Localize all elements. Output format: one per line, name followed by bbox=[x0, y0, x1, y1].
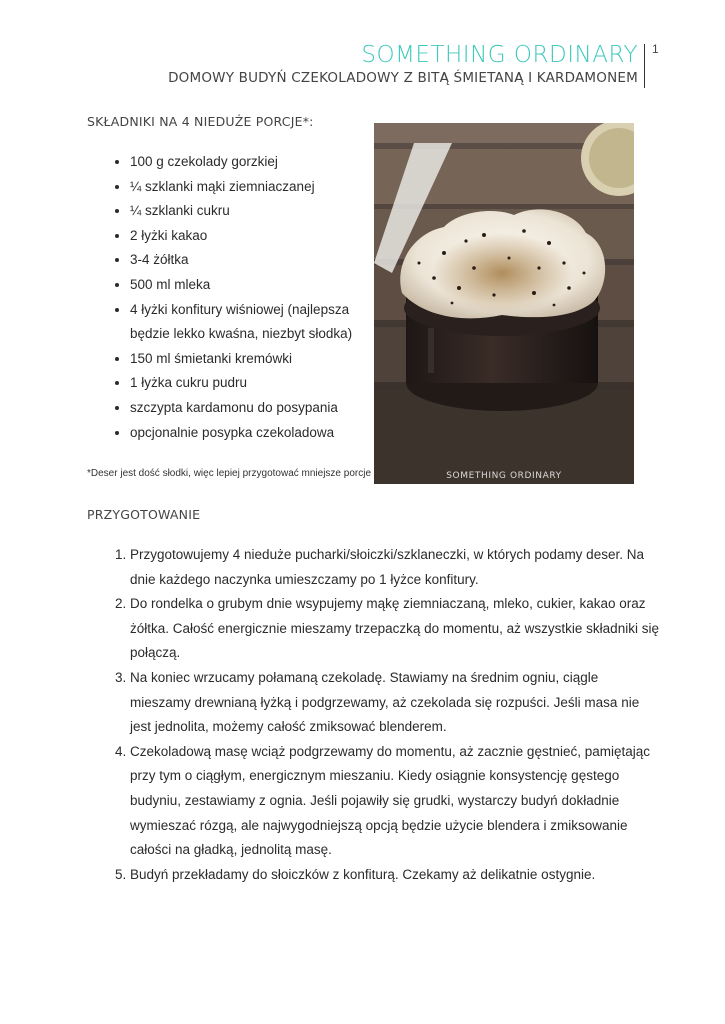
step-item: 3. Na koniec wrzucamy połamaną czekoladę. Stawiamy na średnim ogniu, ciągle mieszamy drewnianą łyżką i podgrzewamy, aż czekolada się rozpuści. Jeśli masa nie jest jednolita, możemy całość zmiksować blenderem. bbox=[130, 666, 660, 740]
ingredient-item: • 3-4 żółtka bbox=[130, 248, 380, 273]
ingredient-item: • opcjonalnie posypka czekoladowa bbox=[130, 421, 380, 446]
step-item: 2. Do rondelka o grubym dnie wsypujemy mąkę ziemniaczaną, mleko, cukier, kakao oraz żółtka. Całość energicznie mieszamy trzepaczką do momentu, aż wszystkie składniki się połączą. bbox=[130, 592, 660, 666]
ingredient-item: • 2 łyżki kakao bbox=[130, 224, 380, 249]
step-item: 1. Przygotowujemy 4 nieduże pucharki/słoiczki/szklaneczki, w których podamy deser. Na dnie każdego naczynka umieszczamy po 1 łyżce konfitury. bbox=[130, 543, 660, 592]
ingredient-item: • 150 ml śmietanki kremówki bbox=[130, 347, 380, 372]
ingredient-item: • 100 g czekolady gorzkiej bbox=[130, 150, 380, 175]
photo-watermark: SOMETHING ORDINARY bbox=[446, 471, 562, 481]
recipe-title: DOMOWY BUDYŃ CZEKOLADOWY Z BITĄ ŚMIETANĄ I KARDAMONEM bbox=[168, 70, 638, 86]
preparation-heading: PRZYGOTOWANIE bbox=[87, 507, 201, 522]
ingredient-item: • 1 łyżka cukru pudru bbox=[130, 371, 380, 396]
step-item: 4. Czekoladową masę wciąż podgrzewamy do momentu, aż zacznie gęstnieć, pamiętając przy tym o ciągłym, energicznym mieszaniu. Kiedy osiągnie konsystencję gęstego budyniu, zestawiamy z ognia. Jeśli pojawiły się grudki, wystarczy budyń dokładnie wymieszać rózgą, ale najwygodniejszą opcją będzie użycie blendera i zmiksowanie całości na gładką, jednolitą masę. bbox=[130, 740, 660, 863]
ingredient-item: • szczypta kardamonu do posypania bbox=[130, 396, 380, 421]
ingredient-item: • ¼ szklanki cukru bbox=[130, 199, 380, 224]
step-item: 5. Budyń przekładamy do słoiczków z konfiturą. Czekamy aż delikatnie ostygnie. bbox=[130, 863, 660, 888]
ingredients-heading: SKŁADNIKI NA 4 NIEDUŻE PORCJE*: bbox=[87, 114, 314, 129]
header-divider bbox=[644, 44, 645, 88]
ingredient-item: • 500 ml mleka bbox=[130, 273, 380, 298]
ingredient-item: • ¼ szklanki mąki ziemniaczanej bbox=[130, 175, 380, 200]
dessert-photo-image bbox=[374, 123, 634, 484]
brand-title: SOMETHING ORDINARY bbox=[361, 42, 638, 68]
dessert-photo bbox=[374, 123, 634, 484]
preparation-steps bbox=[109, 543, 660, 887]
page-number: 1 bbox=[652, 42, 659, 56]
portion-note: *Deser jest dość słodki, więc lepiej przygotować mniejsze porcje bbox=[87, 468, 372, 479]
ingredient-item: • 4 łyżki konfitury wiśniowej (najlepsza będzie lekko kwaśna, niezbyt słodka) bbox=[130, 298, 380, 347]
ingredients-list bbox=[109, 150, 380, 445]
